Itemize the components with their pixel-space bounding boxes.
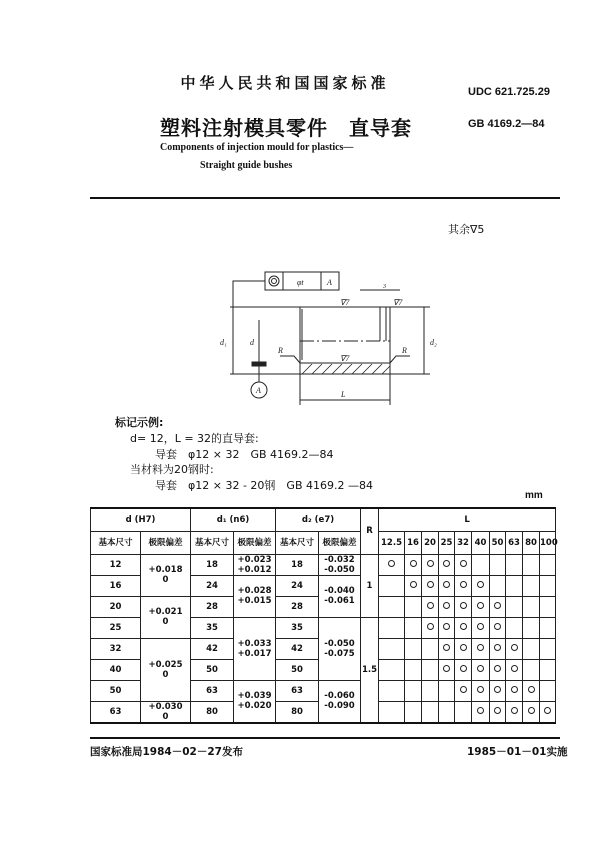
footer-divider [90, 737, 560, 739]
length-cell [490, 638, 506, 659]
example-line: d= 12，L = 32的直导套: [130, 432, 259, 445]
length-cell [490, 680, 506, 701]
availability-circle-icon [443, 623, 450, 630]
d1-basic: 28 [191, 596, 234, 617]
length-cell [506, 554, 523, 575]
d1-label: d₁ [220, 338, 227, 347]
radius-label-right: R [402, 346, 407, 355]
length-cell [379, 701, 405, 723]
availability-circle-icon [511, 686, 518, 693]
header-d1: d₁ (n6) [191, 508, 276, 531]
length-cell [472, 659, 490, 680]
length-cell [379, 680, 405, 701]
d-basic: 63 [91, 701, 141, 723]
d1-deviation: +0.028 +0.015 [234, 575, 276, 617]
availability-circle-icon [528, 686, 535, 693]
length-cell [405, 596, 422, 617]
d2-basic: 42 [276, 638, 319, 659]
availability-circle-icon [460, 581, 467, 588]
example-line: 当材料为20钢时: [130, 463, 214, 476]
surface-roughness-note: 其余∇5 [448, 223, 485, 236]
availability-circle-icon [477, 581, 484, 588]
length-cell [540, 596, 556, 617]
availability-circle-icon [544, 707, 551, 714]
d-label: d [250, 338, 254, 347]
example-heading: 标记示例: [115, 416, 164, 429]
availability-circle-icon [427, 623, 434, 630]
availability-circle-icon [427, 560, 434, 567]
availability-circle-icon [410, 581, 417, 588]
length-cell [379, 554, 405, 575]
length-cell [490, 575, 506, 596]
length-cell [490, 596, 506, 617]
d1-basic: 35 [191, 617, 234, 638]
length-header: 32 [455, 531, 472, 554]
dimension-3: 3 [383, 284, 386, 290]
length-cell [523, 680, 540, 701]
availability-circle-icon [443, 665, 450, 672]
length-header: 40 [472, 531, 490, 554]
length-cell [422, 659, 439, 680]
document-title: 塑料注射模具零件 直导套 [160, 116, 412, 140]
example-line: 导套 φ12 × 32 - 20钢 GB 4169.2 —84 [155, 479, 373, 492]
length-cell [472, 638, 490, 659]
availability-circle-icon [477, 707, 484, 714]
availability-circle-icon [494, 644, 501, 651]
d-basic: 40 [91, 659, 141, 680]
header-l: L [379, 508, 556, 531]
length-cell [455, 701, 472, 723]
length-cell [506, 617, 523, 638]
d1-basic: 42 [191, 638, 234, 659]
tolerance-value: φt [297, 278, 304, 287]
availability-circle-icon [443, 560, 450, 567]
effective-date: 1985－01－01实施 [467, 746, 568, 758]
length-cell [439, 680, 455, 701]
length-cell [523, 659, 540, 680]
d2-basic: 63 [276, 680, 319, 701]
availability-circle-icon [477, 686, 484, 693]
d-basic: 50 [91, 680, 141, 701]
length-cell [523, 617, 540, 638]
d1-basic: 24 [191, 575, 234, 596]
length-cell [490, 617, 506, 638]
length-header: 16 [405, 531, 422, 554]
d-deviation: +0.021 0 [141, 596, 191, 638]
d2-basic: 24 [276, 575, 319, 596]
header-d2: d₂ (e7) [276, 508, 361, 531]
guide-bush-drawing [210, 260, 440, 410]
length-cell [540, 554, 556, 575]
length-cell [472, 701, 490, 723]
length-cell [506, 659, 523, 680]
length-cell [379, 596, 405, 617]
length-cell [405, 701, 422, 723]
availability-circle-icon [477, 665, 484, 672]
sub-header: 基本尺寸 [91, 531, 141, 554]
length-header: 63 [506, 531, 523, 554]
length-cell [523, 638, 540, 659]
length-cell [455, 617, 472, 638]
availability-circle-icon [460, 644, 467, 651]
d2-deviation: -0.040 -0.061 [319, 575, 361, 617]
availability-circle-icon [460, 623, 467, 630]
length-cell [439, 575, 455, 596]
availability-circle-icon [427, 602, 434, 609]
length-cell [405, 680, 422, 701]
availability-circle-icon [427, 581, 434, 588]
length-cell [506, 596, 523, 617]
availability-circle-icon [494, 707, 501, 714]
availability-circle-icon [388, 560, 395, 567]
length-cell [455, 659, 472, 680]
d-deviation: +0.030 0 [141, 701, 191, 723]
roughness-bore: ∇7 [340, 354, 350, 363]
length-cell [540, 680, 556, 701]
d1-basic: 18 [191, 554, 234, 575]
d-basic: 12 [91, 554, 141, 575]
length-cell [439, 596, 455, 617]
d-deviation: +0.018 0 [141, 554, 191, 596]
length-cell [540, 617, 556, 638]
length-cell [405, 575, 422, 596]
length-cell [506, 701, 523, 723]
header-divider [90, 197, 560, 199]
length-cell [455, 638, 472, 659]
english-title-line1: Components of injection mould for plastics— [160, 142, 354, 153]
sub-header: 极限偏差 [319, 531, 361, 554]
d-basic: 32 [91, 638, 141, 659]
d1-deviation: +0.023 +0.012 [234, 554, 276, 575]
english-title-line2: Straight guide bushes [200, 160, 293, 171]
availability-circle-icon [460, 560, 467, 567]
length-cell [439, 617, 455, 638]
length-cell [422, 554, 439, 575]
length-cell [523, 596, 540, 617]
d2-basic: 80 [276, 701, 319, 723]
length-cell [540, 701, 556, 723]
availability-circle-icon [477, 644, 484, 651]
length-cell [523, 575, 540, 596]
length-label: L [341, 390, 346, 399]
length-header: 20 [422, 531, 439, 554]
d2-basic: 35 [276, 617, 319, 638]
header-d: d (H7) [91, 508, 191, 531]
length-cell [439, 701, 455, 723]
radius-label: R [278, 346, 283, 355]
length-cell [379, 575, 405, 596]
roughness-top: ∇7 [340, 298, 350, 307]
availability-circle-icon [460, 686, 467, 693]
availability-circle-icon [443, 581, 450, 588]
length-cell [405, 554, 422, 575]
availability-circle-icon [443, 644, 450, 651]
length-header: 100 [540, 531, 556, 554]
length-cell [540, 638, 556, 659]
d1-basic: 50 [191, 659, 234, 680]
length-cell [506, 575, 523, 596]
length-cell [540, 659, 556, 680]
length-cell [523, 554, 540, 575]
length-cell [422, 701, 439, 723]
standard-number: GB 4169.2—84 [468, 118, 545, 130]
length-cell [472, 575, 490, 596]
length-cell [540, 575, 556, 596]
d-basic: 25 [91, 617, 141, 638]
dimension-table [90, 507, 556, 724]
length-cell [379, 659, 405, 680]
d2-deviation: -0.032 -0.050 [319, 554, 361, 575]
example-line: 导套 φ12 × 32 GB 4169.2—84 [155, 448, 334, 461]
d2-basic: 18 [276, 554, 319, 575]
length-cell [405, 638, 422, 659]
length-cell [472, 617, 490, 638]
length-cell [490, 701, 506, 723]
roughness-right: ∇7 [393, 298, 403, 307]
availability-circle-icon [477, 602, 484, 609]
availability-circle-icon [494, 686, 501, 693]
availability-circle-icon [528, 707, 535, 714]
availability-circle-icon [477, 623, 484, 630]
d-basic: 16 [91, 575, 141, 596]
length-cell [422, 638, 439, 659]
length-cell [455, 575, 472, 596]
sub-header: 极限偏差 [234, 531, 276, 554]
availability-circle-icon [511, 644, 518, 651]
d2-deviation: -0.050 -0.075 [319, 617, 361, 680]
length-cell [455, 554, 472, 575]
availability-circle-icon [410, 560, 417, 567]
d-deviation: +0.025 0 [141, 638, 191, 701]
length-cell [490, 554, 506, 575]
issue-date: 国家标准局1984－02－27发布 [90, 746, 243, 758]
length-cell [472, 554, 490, 575]
length-cell [506, 638, 523, 659]
radius-value: 1 [361, 554, 379, 617]
datum-a-label: A [256, 386, 261, 395]
d1-deviation: +0.033 +0.017 [234, 617, 276, 680]
unit-label: mm [525, 490, 543, 501]
length-header: 50 [490, 531, 506, 554]
length-cell [405, 659, 422, 680]
table-row [91, 554, 556, 575]
availability-circle-icon [494, 623, 501, 630]
sub-header: 基本尺寸 [276, 531, 319, 554]
length-cell [422, 680, 439, 701]
length-cell [422, 617, 439, 638]
d1-deviation: +0.039 +0.020 [234, 680, 276, 723]
radius-value: 1.5 [361, 617, 379, 723]
d2-label: d₂ [430, 338, 437, 347]
length-cell [455, 596, 472, 617]
d1-basic: 63 [191, 680, 234, 701]
length-cell [439, 554, 455, 575]
length-cell [523, 701, 540, 723]
sub-header: 基本尺寸 [191, 531, 234, 554]
d2-deviation: -0.060 -0.090 [319, 680, 361, 723]
availability-circle-icon [460, 602, 467, 609]
length-cell [472, 680, 490, 701]
length-cell [490, 659, 506, 680]
length-header: 12.5 [379, 531, 405, 554]
length-cell [455, 680, 472, 701]
sub-header: 极限偏差 [141, 531, 191, 554]
length-cell [472, 596, 490, 617]
length-cell [506, 680, 523, 701]
d2-basic: 28 [276, 596, 319, 617]
length-cell [439, 659, 455, 680]
availability-circle-icon [511, 665, 518, 672]
length-header: 25 [439, 531, 455, 554]
length-cell [422, 575, 439, 596]
udc-number: UDC 621.725.29 [468, 86, 550, 98]
d2-basic: 50 [276, 659, 319, 680]
availability-circle-icon [494, 602, 501, 609]
length-cell [405, 617, 422, 638]
length-cell [422, 596, 439, 617]
availability-circle-icon [443, 602, 450, 609]
availability-circle-icon [511, 707, 518, 714]
length-cell [379, 617, 405, 638]
national-standard-heading: 中华人民共和国国家标准 [180, 74, 390, 92]
length-header: 80 [523, 531, 540, 554]
length-cell [379, 638, 405, 659]
datum-label: A [327, 278, 332, 287]
availability-circle-icon [460, 665, 467, 672]
d-basic: 20 [91, 596, 141, 617]
d1-basic: 80 [191, 701, 234, 723]
availability-circle-icon [494, 665, 501, 672]
header-r: R [361, 508, 379, 554]
length-cell [439, 638, 455, 659]
